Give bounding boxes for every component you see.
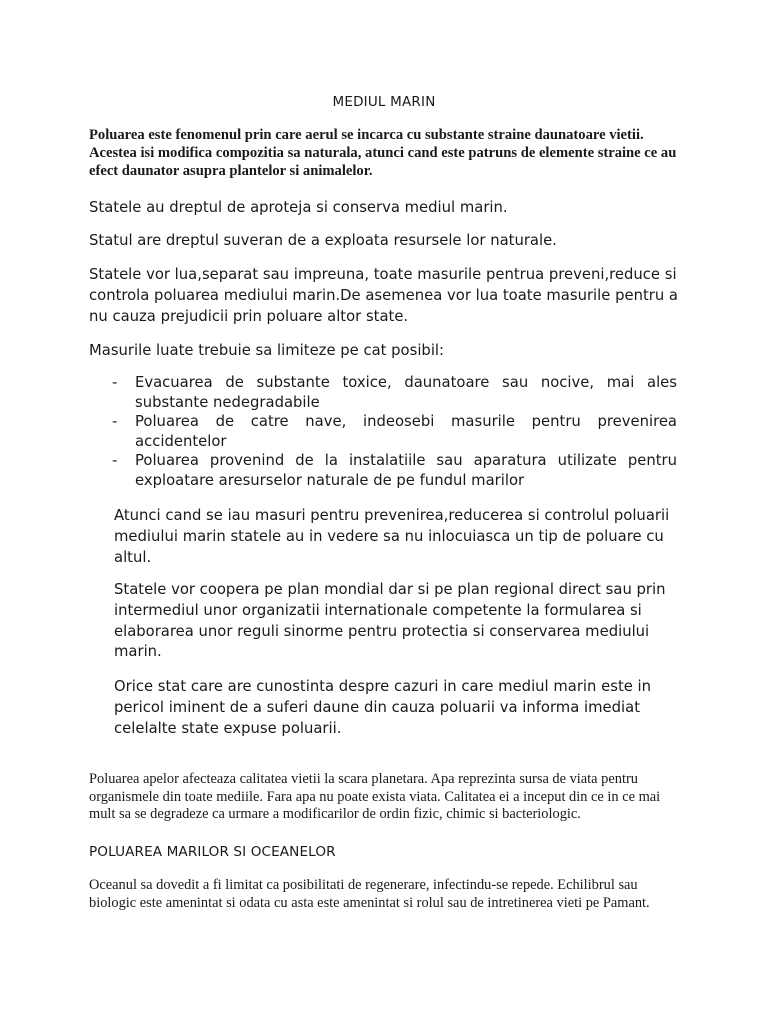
paragraph-2: Statul are dreptul suveran de a exploata resursele lor naturale. [89,232,557,249]
indented-paragraph-3: Orice stat care are cunostinta despre cazuri in care mediul marin este in pericol iminent de a suferi daune din cauza poluarii va informa imediat celelalte state expuse poluarii. [114,678,652,737]
water-pollution-paragraph: Poluarea apelor afecteaza calitatea vietii la scara planetara. Apa reprezinta sursa de viata pentru organismele din toate mediile. Fara apa nu poate exista viata. Calitatea ei a inceput din ce in ce mai mult sa se degradeze ca urmare a modificarilor de ordin fizic, chimic si bacteriologic. [89,771,661,822]
bullet-marker: - [112,374,118,391]
indented-paragraph-1: Atunci cand se iau masuri pentru prevenirea,reducerea si controlul poluarii mediului marin statele au in vedere sa nu inlocuiasca un tip de poluare cu altul. [114,507,670,566]
intro-paragraph-bold: Poluarea este fenomenul prin care aerul se incarca cu substante straine daunatoare vietii. Acestea isi modifica compozitia sa naturala, atunci cand este patruns de elemente straine ce au efect daunator asupra plantelor si animalelor. [89,127,677,179]
list-item-text: Poluarea de catre nave, indeosebi masurile pentru prevenirea accidentelor [135,413,677,450]
ocean-paragraph: Oceanul sa dovedit a fi limitat ca posibilitati de regenerare, infectindu-se repede. Echilibrul sau biologic este amenintat si odata cu asta este amenintat si rolul sau de intretinerea vieti pe Pamant. [89,877,650,911]
indented-paragraph-2: Statele vor coopera pe plan mondial dar si pe plan regional direct sau prin intermediul unor organizatii internationale competente la formularea si elaborarea unor reguli sinorme pentru protectia si conservarea mediului marin. [114,581,666,661]
list-item [112,412,677,451]
paragraph-4: Masurile luate trebuie sa limiteze pe cat posibil: [89,342,445,359]
paragraph-3: Statele vor lua,separat sau impreuna, toate masurile pentrua preveni,reduce si controla poluarea mediului marin.De asemenea vor lua toate masurile pentru a nu cauza prejudicii prin poluare altor state. [89,266,678,325]
bullet-marker: - [112,413,118,430]
list-item-text: Evacuarea de substante toxice, daunatoare sau nocive, mai ales substante nedegradabile [135,374,677,411]
list-item [112,373,677,412]
list-item-text: Poluarea provenind de la instalatiile sau aparatura utilizate pentru exploatare aresurselor naturale de pe fundul marilor [135,452,677,489]
measures-list [112,373,677,490]
bullet-marker: - [112,452,118,469]
list-item [112,451,677,490]
paragraph-1: Statele au dreptul de aproteja si conserva mediul marin. [89,199,508,216]
document-title: MEDIUL MARIN [332,94,436,110]
section-heading: POLUAREA MARILOR SI OCEANELOR [89,844,336,860]
